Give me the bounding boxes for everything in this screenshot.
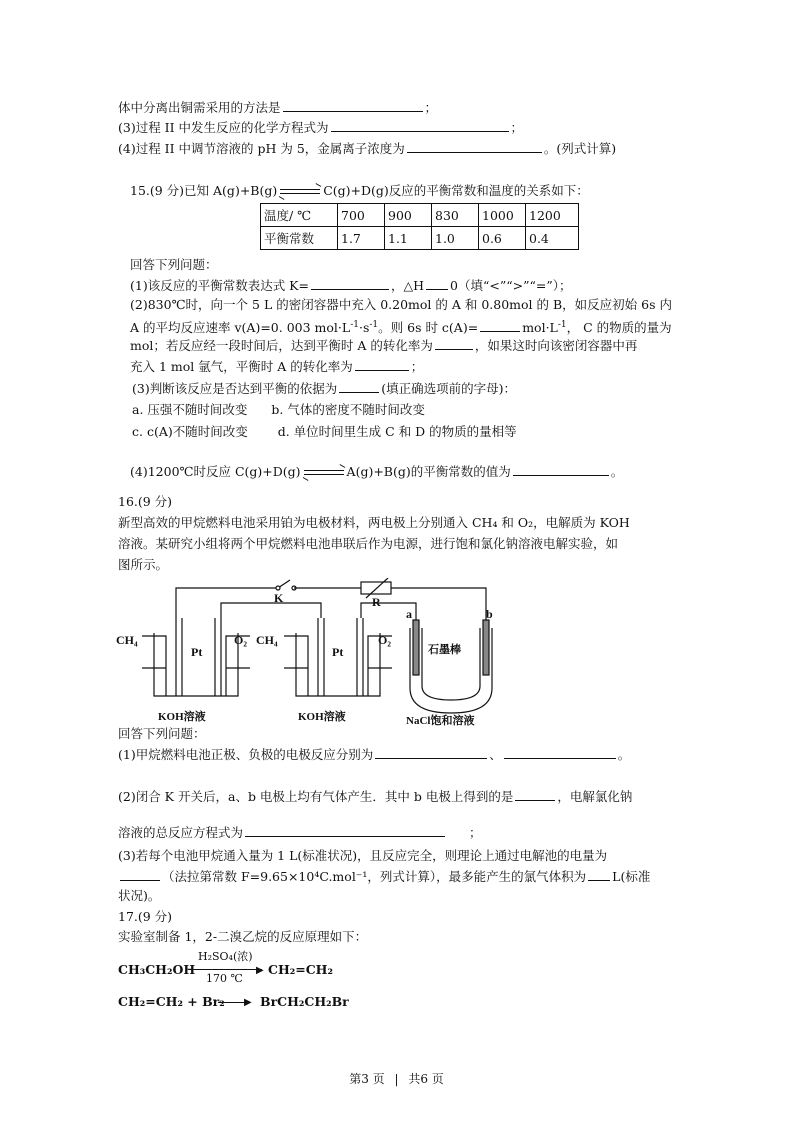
pt-label-2: Pt bbox=[332, 645, 344, 659]
q15-2-line1 bbox=[130, 296, 672, 314]
text: ，电解氯化钠 bbox=[557, 789, 633, 804]
answer-blank bbox=[515, 787, 555, 801]
text: ·s bbox=[358, 320, 370, 336]
q15-1 bbox=[130, 276, 571, 295]
answer-blank bbox=[513, 462, 609, 476]
text: 。则 6s 时 c(A)= bbox=[378, 320, 479, 336]
text: 15.(9 分)已知 A(g)+B(g) bbox=[130, 183, 278, 198]
answer-blank bbox=[331, 118, 509, 132]
text: (3)判断该反应是否达到平衡的依据为 bbox=[132, 381, 338, 396]
line-process2-ph bbox=[118, 139, 616, 158]
text: ，如果这时向该密闭容器中再 bbox=[474, 338, 638, 353]
equilibrium-constant-table bbox=[260, 203, 579, 250]
q15-3-options-ab bbox=[132, 401, 425, 419]
answer-blank bbox=[435, 336, 473, 350]
electrode-a-label: a bbox=[406, 607, 412, 621]
answer-blank bbox=[283, 98, 423, 112]
ch4-label-mid: CH₄ bbox=[256, 633, 278, 647]
text: A 的平均反应速率 v(A)=0. 003 mol·L bbox=[130, 320, 351, 336]
answer-intro-2 bbox=[118, 725, 206, 743]
text: (3)若每个电池甲烷通入量为 1 L(标准状况)，且反应完全，则理论上通过电解池的电量为 bbox=[118, 848, 608, 863]
text: （法拉第常数 F=9.65×10⁴C.mol⁻¹，列式计算），最多能产生的氯气体积为 bbox=[162, 869, 587, 884]
condition-top: H₂SO₄(浓) bbox=[198, 950, 253, 963]
table-cell: 0.6 bbox=[479, 227, 526, 250]
text: ，△H bbox=[391, 278, 425, 293]
text: 体中分离出铜需采用的方法是 bbox=[118, 100, 281, 115]
answer-blank bbox=[407, 139, 542, 153]
table-cell: 1000 bbox=[479, 204, 526, 227]
ch4-label-left: CH₄ bbox=[116, 633, 138, 647]
product-ethene: CH₂=CH₂ bbox=[268, 962, 333, 977]
arrow-head-icon: ▶ bbox=[244, 997, 252, 1008]
text: 溶液。某研究小组将两个甲烷燃料电池串联后作为电源，进行饱和氯化钠溶液电解实验，如 bbox=[118, 536, 619, 551]
reaction-2 bbox=[118, 994, 358, 1014]
product-dibromoethane: BrCH₂CH₂Br bbox=[260, 994, 349, 1009]
superscript: -1 bbox=[557, 320, 567, 330]
text: mol·L bbox=[522, 320, 558, 336]
resistor-r-label: R bbox=[372, 595, 381, 609]
q16-3-line1 bbox=[118, 847, 607, 865]
answer-blank bbox=[355, 357, 409, 371]
table-cell: 1.7 bbox=[338, 227, 385, 250]
table-cell: 700 bbox=[338, 204, 385, 227]
text: 实验室制备 1，2-二溴乙烷的反应原理如下： bbox=[118, 929, 368, 944]
table-cell: 830 bbox=[432, 204, 479, 227]
text: 状况)。 bbox=[118, 888, 161, 903]
switch-k-label: K bbox=[274, 591, 284, 605]
q15-3-options-cd bbox=[132, 423, 517, 441]
text: (1)该反应的平衡常数表达式 K= bbox=[130, 278, 309, 293]
equilibrium-arrow-icon bbox=[280, 186, 320, 198]
answer-blank bbox=[339, 379, 379, 393]
table-cell: 0.4 bbox=[526, 227, 579, 250]
text: 溶液的总反应方程式为 bbox=[118, 825, 244, 840]
q15-2-line2 bbox=[130, 316, 672, 337]
option-d: d. 单位时间里生成 C 和 D 的物质的量相等 bbox=[277, 424, 517, 439]
text: 充入 1 mol 氩气，平衡时 A 的转化率为 bbox=[130, 359, 353, 374]
nacl-solution-label: NaCl饱和溶液 bbox=[406, 715, 475, 727]
table-cell: 1200 bbox=[526, 204, 579, 227]
q16-2-line1 bbox=[118, 787, 632, 806]
o2-label-left: O₂ bbox=[234, 633, 247, 647]
answer-blank bbox=[480, 318, 520, 332]
q17-text bbox=[118, 928, 367, 946]
answer-blank bbox=[245, 823, 445, 837]
q15-title bbox=[130, 182, 589, 200]
answer-intro bbox=[130, 256, 218, 274]
answer-blank bbox=[504, 745, 616, 759]
reactant-ethanol: CH₃CH₂OH bbox=[118, 962, 196, 977]
text: ； bbox=[510, 120, 524, 135]
text: mol；若反应经一段时间后，达到平衡时 A 的转化率为 bbox=[130, 338, 433, 353]
page-footer bbox=[0, 1070, 793, 1087]
text: 回答下列问题： bbox=[118, 726, 206, 741]
line-separation-method bbox=[118, 98, 437, 117]
text: ； bbox=[469, 825, 482, 840]
text: 17.(9 分) bbox=[118, 909, 173, 924]
answer-blank bbox=[588, 867, 610, 881]
text: (4)1200℃时反应 C(g)+D(g) bbox=[130, 464, 301, 479]
text: 16.(9 分) bbox=[118, 494, 173, 509]
text: 回答下列问题： bbox=[130, 257, 218, 272]
superscript: -1 bbox=[350, 320, 359, 330]
line-process2-equation bbox=[118, 118, 523, 137]
q15-2-line3 bbox=[130, 336, 637, 355]
q16-1 bbox=[118, 745, 630, 764]
text: (2)830℃时，向一个 5 L 的密闭容器中充入 0.20mol 的 A 和 0.80mol 的 B，如反应初始 6s 内 bbox=[130, 297, 672, 312]
q16-text-1 bbox=[118, 514, 630, 532]
answer-blank bbox=[311, 276, 389, 290]
answer-blank bbox=[426, 276, 448, 290]
q16-3-line2 bbox=[118, 867, 650, 886]
reaction-arrow bbox=[188, 969, 262, 970]
text: 新型高效的甲烷燃料电池采用铂为电极材料，两电极上分别通入 CH₄ 和 O₂，电解质为 KOH bbox=[118, 515, 630, 530]
text: (2)闭合 K 开关后，a、b 电极上均有气体产生．其中 b 电极上得到的是 bbox=[118, 789, 514, 804]
total-pages: 共6 页 bbox=[408, 1072, 444, 1086]
pt-label-1: Pt bbox=[191, 645, 203, 659]
q15-4 bbox=[130, 462, 623, 481]
option-a: a. 压强不随时间改变 bbox=[132, 402, 248, 417]
text: C(g)+D(g)反应的平衡常数和温度的关系如下： bbox=[323, 183, 589, 198]
text: L(标准 bbox=[612, 869, 651, 884]
text: 。 bbox=[617, 747, 631, 762]
q17-title bbox=[118, 908, 172, 926]
q16-2-line2 bbox=[118, 823, 482, 842]
text: ； bbox=[424, 100, 438, 115]
text: ； bbox=[410, 359, 424, 374]
text: (1)甲烷燃料电池正极、负极的电极反应分别为 bbox=[118, 747, 374, 762]
table-cell: 平衡常数 bbox=[261, 227, 338, 250]
electrolysis-apparatus-diagram bbox=[116, 578, 496, 728]
text: 0（填“<”“>”“=”）； bbox=[450, 278, 572, 293]
text: 、 bbox=[489, 747, 502, 762]
q16-title bbox=[118, 493, 172, 511]
o2-label-mid: O₂ bbox=[378, 633, 391, 647]
condition-bottom: 170 ℃ bbox=[206, 972, 243, 985]
text: (填正确选项前的字母)： bbox=[381, 381, 516, 396]
answer-blank bbox=[375, 745, 487, 759]
text: 。(列式计算) bbox=[543, 141, 617, 156]
superscript: -1 bbox=[369, 320, 379, 330]
option-b: b. 气体的密度不随时间改变 bbox=[271, 402, 425, 417]
arrow-head-icon: ▶ bbox=[256, 965, 264, 976]
page-number: 第3 页 bbox=[349, 1072, 385, 1086]
koh-solution-label-2: KOH溶液 bbox=[298, 711, 346, 723]
table-cell: 900 bbox=[385, 204, 432, 227]
text: ， C 的物质的量为 bbox=[566, 320, 672, 336]
option-c: c. c(A)不随时间改变 bbox=[132, 424, 248, 439]
table-row bbox=[261, 227, 579, 250]
reactants-ethene-bromine: CH₂=CH₂ + Br₂ bbox=[118, 994, 225, 1009]
table-row bbox=[261, 204, 579, 227]
text: (3)过程 II 中发生反应的化学方程式为 bbox=[118, 120, 329, 135]
answer-blank bbox=[120, 867, 160, 881]
q16-text-2 bbox=[118, 535, 618, 553]
graphite-rod-label: 石墨棒 bbox=[428, 644, 461, 656]
text: 。 bbox=[610, 464, 624, 479]
text: 图所示。 bbox=[118, 557, 169, 572]
q16-3-line3 bbox=[118, 887, 160, 905]
table-cell: 温度/ ℃ bbox=[261, 204, 338, 227]
equilibrium-arrow-icon bbox=[304, 467, 344, 479]
separator: | bbox=[394, 1072, 399, 1086]
table-cell: 1.1 bbox=[385, 227, 432, 250]
text: A(g)+B(g)的平衡常数的值为 bbox=[346, 464, 511, 479]
table-cell: 1.0 bbox=[432, 227, 479, 250]
q15-2-line4 bbox=[130, 357, 423, 376]
q16-text-3 bbox=[118, 556, 168, 574]
koh-solution-label-1: KOH溶液 bbox=[158, 711, 206, 723]
reaction-1 bbox=[118, 948, 338, 988]
text: (4)过程 II 中调节溶液的 pH 为 5，金属离子浓度为 bbox=[118, 141, 405, 156]
q15-3 bbox=[132, 379, 516, 398]
electrode-b-label: b bbox=[486, 607, 493, 621]
